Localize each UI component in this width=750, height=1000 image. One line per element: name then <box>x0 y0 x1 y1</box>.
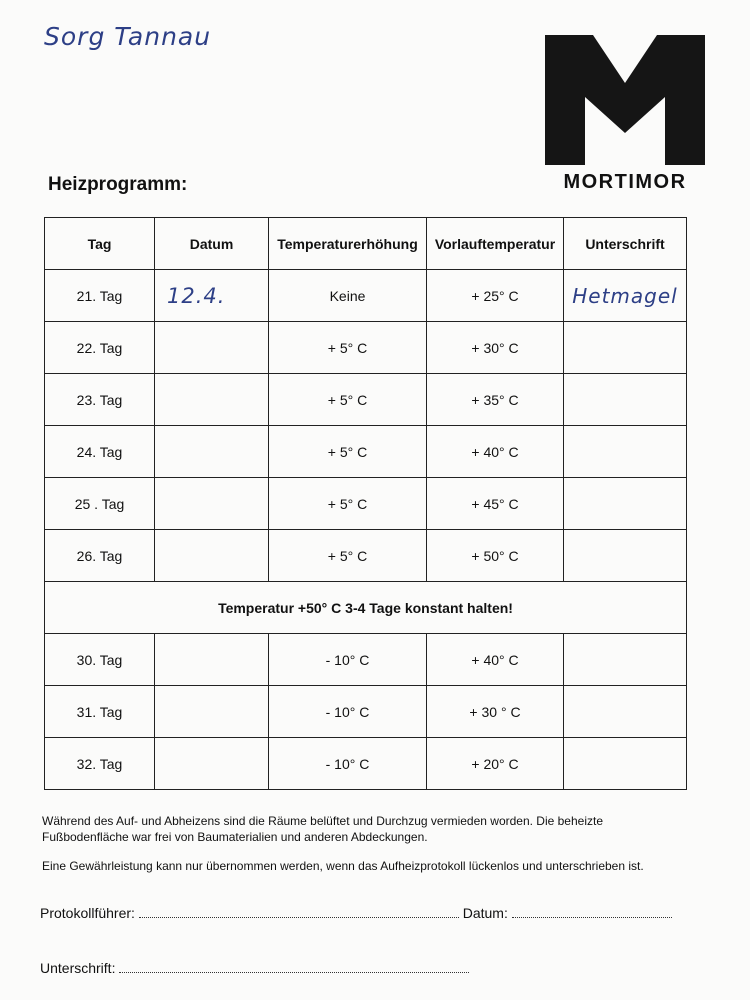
table-row <box>45 478 687 530</box>
cell-unterschrift[interactable] <box>564 634 687 686</box>
unterschrift-field[interactable] <box>119 960 469 973</box>
cell-erhoehung: - 10° C <box>269 634 427 686</box>
cell-datum[interactable]: 12.4. <box>155 270 269 322</box>
heating-program-table <box>44 217 687 790</box>
header-tag: Tag <box>45 218 155 270</box>
cell-datum[interactable] <box>155 634 269 686</box>
cell-datum[interactable] <box>155 686 269 738</box>
datum-field[interactable] <box>512 905 672 918</box>
warranty-statement: Eine Gewährleistung kann nur übernommen werden, wenn das Aufheizprotokoll lückenlos und unterschrieben ist. <box>42 859 644 873</box>
cell-vorlauf: + 40° C <box>427 634 564 686</box>
constant-temperature-note: Temperatur +50° C 3-4 Tage konstant halten! <box>45 582 687 634</box>
table-row <box>45 426 687 478</box>
cell-erhoehung: + 5° C <box>269 374 427 426</box>
cell-unterschrift[interactable] <box>564 426 687 478</box>
table-row <box>45 686 687 738</box>
cell-vorlauf: + 30 ° C <box>427 686 564 738</box>
cell-datum[interactable] <box>155 374 269 426</box>
cell-vorlauf: + 20° C <box>427 738 564 790</box>
protokoll-label: Protokollführer: <box>40 905 135 921</box>
table-row <box>45 322 687 374</box>
cell-erhoehung: + 5° C <box>269 322 427 374</box>
cell-tag: 32. Tag <box>45 738 155 790</box>
table-row <box>45 634 687 686</box>
cell-unterschrift[interactable] <box>564 478 687 530</box>
cell-vorlauf: + 35° C <box>427 374 564 426</box>
cell-datum[interactable] <box>155 426 269 478</box>
protokoll-field[interactable] <box>139 905 459 918</box>
cell-tag: 22. Tag <box>45 322 155 374</box>
cell-erhoehung: - 10° C <box>269 738 427 790</box>
cell-tag: 24. Tag <box>45 426 155 478</box>
cell-erhoehung: - 10° C <box>269 686 427 738</box>
table-row <box>45 738 687 790</box>
logo-wordmark: MORTIMOR <box>563 171 687 193</box>
mortimor-logo <box>545 35 705 194</box>
cell-unterschrift[interactable] <box>564 530 687 582</box>
cell-unterschrift[interactable] <box>564 322 687 374</box>
cell-tag: 25 . Tag <box>45 478 155 530</box>
table-header-row <box>45 218 687 270</box>
cell-unterschrift[interactable] <box>564 686 687 738</box>
ventilation-statement: Während des Auf- und Abheizens sind die Räume belüftet und Durchzug vermieden worden. Die beheizte Fußbodenfläche war frei von Baumaterialien und anderen Abdeckungen. <box>42 814 604 844</box>
header-datum: Datum <box>155 218 269 270</box>
cell-datum[interactable] <box>155 322 269 374</box>
logo-m-icon <box>545 35 705 165</box>
cell-erhoehung: + 5° C <box>269 530 427 582</box>
cell-erhoehung: Keine <box>269 270 427 322</box>
cell-datum[interactable] <box>155 738 269 790</box>
page-title: Heizprogramm: <box>48 174 188 195</box>
table-row <box>45 374 687 426</box>
cell-unterschrift[interactable] <box>564 738 687 790</box>
header-temperaturerhoehung: Temperaturerhöhung <box>269 218 427 270</box>
datum-label: Datum: <box>462 905 508 921</box>
cell-tag: 23. Tag <box>45 374 155 426</box>
cell-tag: 21. Tag <box>45 270 155 322</box>
cell-unterschrift[interactable] <box>564 374 687 426</box>
protokoll-line <box>40 905 672 921</box>
cell-vorlauf: + 50° C <box>427 530 564 582</box>
cell-vorlauf: + 30° C <box>427 322 564 374</box>
header-vorlauftemperatur: Vorlauftemperatur <box>427 218 564 270</box>
cell-tag: 26. Tag <box>45 530 155 582</box>
cell-erhoehung: + 5° C <box>269 478 427 530</box>
table-row <box>45 270 687 322</box>
cell-vorlauf: + 45° C <box>427 478 564 530</box>
unterschrift-line <box>40 960 469 976</box>
cell-unterschrift[interactable]: Hetmagel <box>564 270 687 322</box>
cell-datum[interactable] <box>155 478 269 530</box>
cell-datum[interactable] <box>155 530 269 582</box>
cell-vorlauf: + 40° C <box>427 426 564 478</box>
unterschrift-label: Unterschrift: <box>40 960 116 976</box>
table-note-row <box>45 582 687 634</box>
handwritten-header-note: Sorg Tannau <box>44 22 212 51</box>
cell-tag: 31. Tag <box>45 686 155 738</box>
table-row <box>45 530 687 582</box>
cell-vorlauf: + 25° C <box>427 270 564 322</box>
header-unterschrift: Unterschrift <box>564 218 687 270</box>
cell-erhoehung: + 5° C <box>269 426 427 478</box>
cell-tag: 30. Tag <box>45 634 155 686</box>
